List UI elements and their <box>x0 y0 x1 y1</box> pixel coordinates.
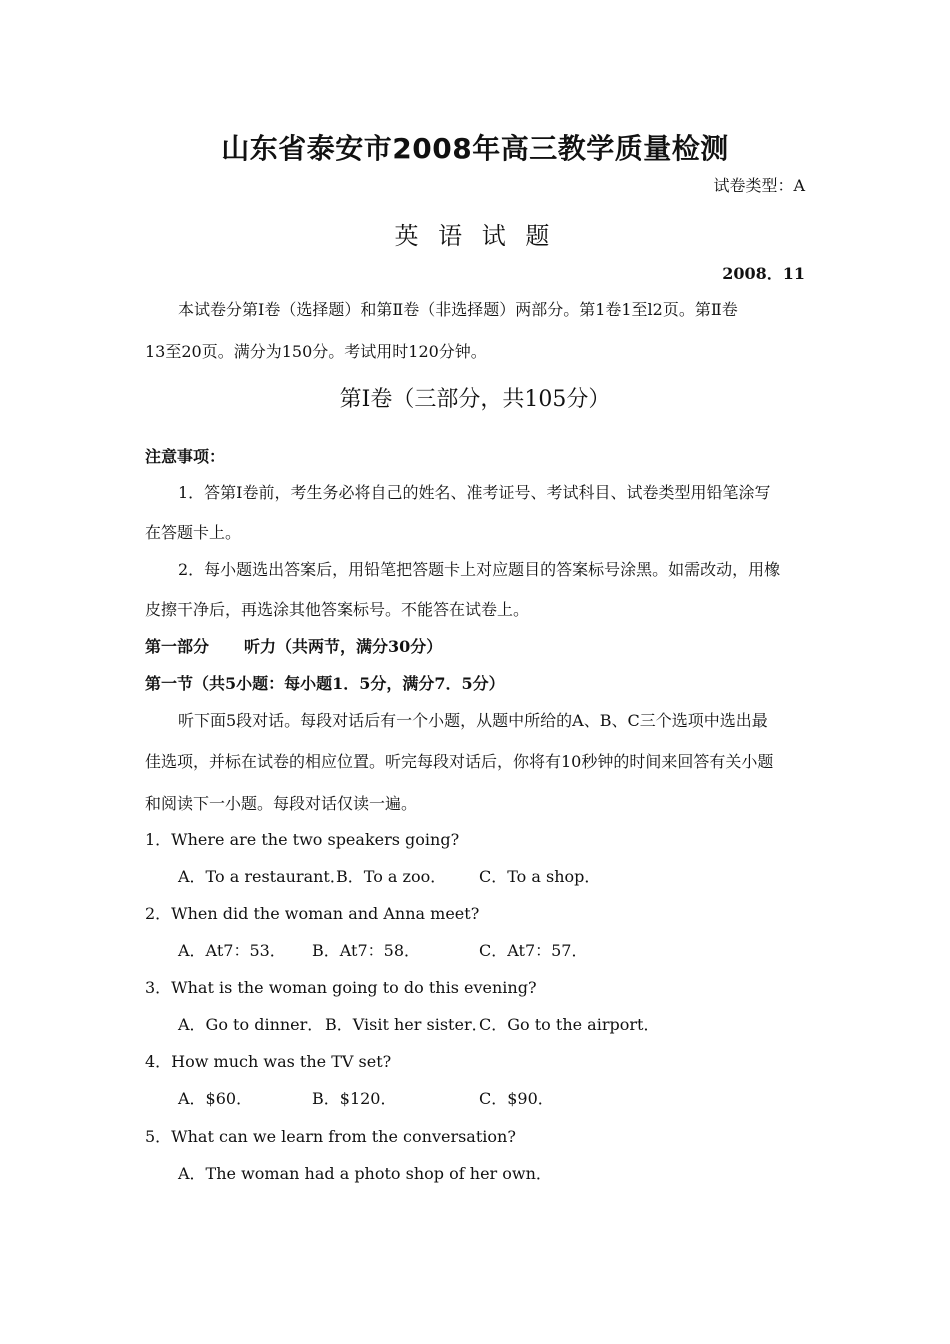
part-name: 听力（共两节，满分30分） <box>244 637 443 656</box>
notes-heading: 注意事项： <box>145 447 226 466</box>
intro-line-1: 本试卷分第Ⅰ卷（选择题）和第Ⅱ卷（非选择题）两部分。第1卷1至l2页。第Ⅱ卷 <box>178 300 738 319</box>
note-2-line-1: 2．每小题选出答案后，用铅笔把答题卡上对应题目的答案标号涂黑。如需改动，用橡 <box>178 560 781 579</box>
exam-date: 2008．11 <box>722 264 805 283</box>
question-4-option-a: A．$60． <box>178 1089 253 1108</box>
question-2-option-a: A．At7：53． <box>178 941 286 960</box>
part-label: 第一部分 <box>145 637 210 656</box>
question-2-option-c: C．At7：57． <box>479 941 588 960</box>
question-1-stem: 1．Where are the two speakers going? <box>145 830 460 849</box>
instruction-line-1: 听下面5段对话。每段对话后有一个小题，从题中所给的A、B、C三个选项中选出最 <box>178 711 768 730</box>
question-3-stem: 3．What is the woman going to do this evening? <box>145 978 537 997</box>
part-one-title: 第Ⅰ卷（三部分，共105分） <box>339 387 611 412</box>
intro-line-2: 13至20页。满分为150分。考试用时120分钟。 <box>145 342 487 361</box>
section-heading: 第一节（共5小题：每小题1．5分，满分7．5分） <box>145 674 505 693</box>
question-3-option-a: A．Go to dinner． <box>178 1015 324 1034</box>
question-4-stem: 4．How much was the TV set? <box>145 1052 392 1071</box>
page-title: 山东省泰安市2008年高三教学质量检测 <box>221 132 729 165</box>
question-2-stem: 2．When did the woman and Anna meet? <box>145 904 480 923</box>
question-5-option-a: A．The woman had a photo shop of her own． <box>178 1164 552 1183</box>
question-3-option-c: C．Go to the airport． <box>479 1015 660 1034</box>
instruction-line-2: 佳选项，并标在试卷的相应位置。听完每段对话后，你将有10秒钟的时间来回答有关小题 <box>145 752 774 771</box>
note-1-line-2: 在答题卡上。 <box>145 523 242 542</box>
note-2-line-2: 皮擦干净后，再选涂其他答案标号。不能答在试卷上。 <box>145 600 530 619</box>
question-1-option-b: B．To a zoo． <box>336 867 447 886</box>
question-5-stem: 5．What can we learn from the conversation? <box>145 1127 516 1146</box>
instruction-line-3: 和阅读下一小题。每段对话仅读一遍。 <box>145 794 418 813</box>
note-1-line-1: 1．答第Ⅰ卷前，考生务必将自己的姓名、准考证号、考试科目、试卷类型用铅笔涂写 <box>178 483 771 502</box>
question-1-option-a: A．To a restaurant． <box>178 867 346 886</box>
question-2-option-b: B．At7：58． <box>312 941 421 960</box>
question-4-option-c: C．$90． <box>479 1089 554 1108</box>
question-3-option-b: B．Visit her sister． <box>325 1015 488 1034</box>
question-1-option-c: C．To a shop． <box>479 867 601 886</box>
subject-title: 英 语 试 题 <box>394 222 556 250</box>
question-4-option-b: B．$120． <box>312 1089 397 1108</box>
paper-type: 试卷类型：A <box>713 176 805 195</box>
